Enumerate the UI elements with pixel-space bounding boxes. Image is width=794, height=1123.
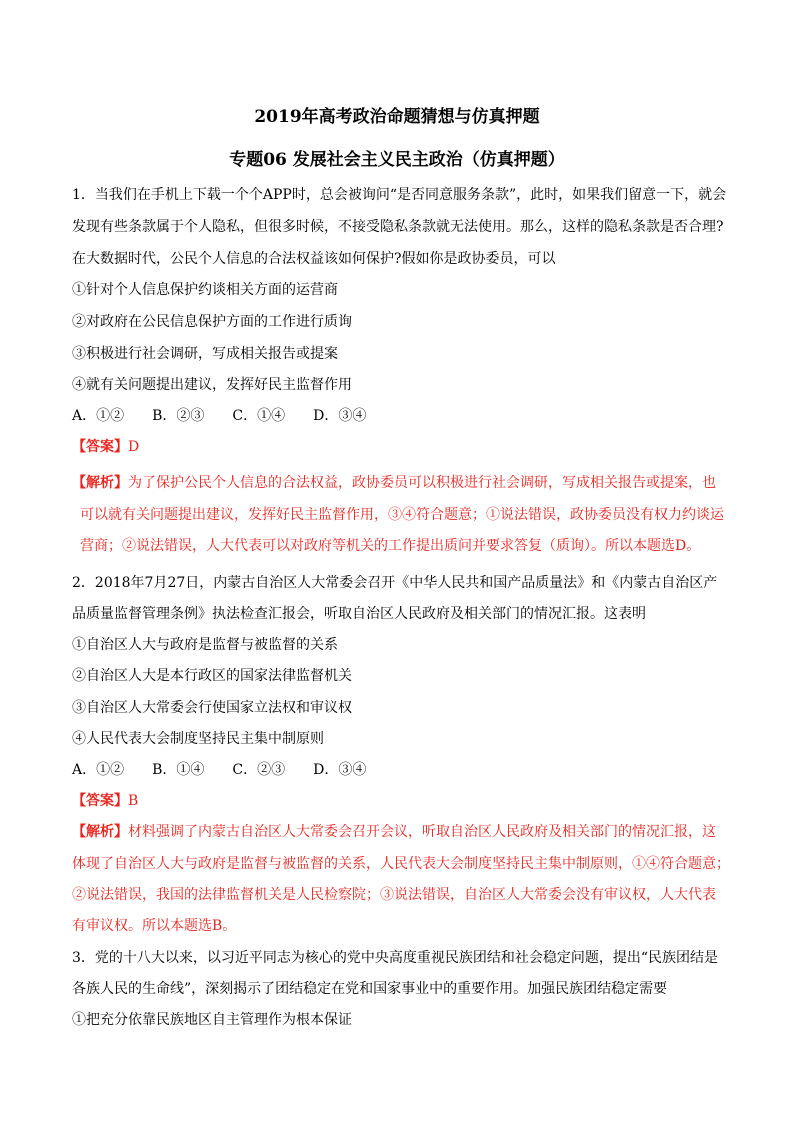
q2-stem-line: 品质量监督管理条例》执法检查汇报会，听取自治区人民政府及相关部门的情况汇报。这表明	[72, 606, 646, 622]
q1-analysis-line: 可以就有关问题提出建议，发挥好民主监督作用，③④符合题意；①说法错误，政协委员没有权力约谈运	[80, 507, 724, 523]
q2-option: ④人民代表大会制度坚持民主集中制原则	[72, 731, 324, 747]
q3-option: ①把充分依靠民族地区自主管理作为根本保证	[72, 1012, 352, 1028]
q2-analysis-line	[72, 821, 716, 841]
q1-analysis-line: 营商；②说法错误，人大代表可以对政府等机关的工作提出质问并要求答复（质询）。所以本题选D。	[80, 538, 701, 554]
q1-option: ②对政府在公民信息保护方面的工作进行质询	[72, 314, 352, 330]
answer-label: 【答案】	[72, 439, 128, 455]
analysis-text: 为了保护公民个人信息的合法权益，政协委员可以积极进行社会调研，写成相关报告或提案，也	[128, 475, 716, 491]
q1-stem-line: 1．当我们在手机上下载一个个APP时，总会被询问“是否同意服务条款”，此时，如果我们留意一下，就会	[72, 187, 727, 203]
q1-answer	[72, 436, 139, 456]
answer-label: 【答案】	[72, 793, 128, 809]
q1-option: ③积极进行社会调研，写成相关报告或提案	[72, 346, 338, 362]
analysis-text: 材料强调了内蒙古自治区人大常委会召开会议，听取自治区人民政府及相关部门的情况汇报，这	[128, 824, 716, 840]
q2-stem-line: 2．2018年7月27日，内蒙古自治区人大常委会召开《中华人民共和国产品质量法》和《内蒙古自治区产	[72, 575, 718, 591]
q2-option: ①自治区人大与政府是监督与被监督的关系	[72, 637, 338, 653]
q2-option: ③自治区人大常委会行使国家立法权和审议权	[72, 700, 352, 716]
analysis-label: 【解析】	[72, 475, 128, 491]
q2-analysis-line: 体现了自治区人大与政府是监督与被监督的关系，人民代表大会制度坚持民主集中制原则，①④符合题意；	[72, 856, 730, 872]
document-subtitle: 专题06 发展社会主义民主政治（仿真押题）	[229, 150, 565, 170]
q2-answer	[72, 790, 138, 810]
q1-option: ④就有关问题提出建议，发挥好民主监督作用	[72, 377, 352, 393]
q2-analysis-line: 有审议权。所以本题选B。	[72, 918, 237, 934]
q1-analysis-line	[72, 472, 716, 492]
q1-choices: A．①② B．②③ C．①④ D．③④	[72, 408, 367, 424]
q1-stem-line: 在大数据时代，公民个人信息的合法权益该如何保护?假如你是政协委员，可以	[72, 251, 556, 267]
q1-stem-line: 发现有些条款属于个人隐私，但很多时候，不接受隐私条款就无法使用。那么，这样的隐私条款是否合理?	[72, 219, 724, 235]
q1-option: ①针对个人信息保护约谈相关方面的运营商	[72, 282, 338, 298]
q3-stem-line: 3．党的十八大以来，以习近平同志为核心的党中央高度重视民族团结和社会稳定问题，提出“民族团结是	[72, 950, 719, 966]
document-title: 2019年高考政治命题猜想与仿真押题	[254, 107, 540, 127]
q2-analysis-line: ②说法错误，我国的法律监督机关是人民检察院；③说法错误，自治区人大常委会没有审议权，人大代表	[72, 887, 716, 903]
answer-value: B	[128, 793, 139, 809]
q2-choices: A．①② B．①④ C．②③ D．③④	[72, 762, 367, 778]
answer-value: D	[128, 439, 140, 455]
q3-stem-line: 各族人民的生命线”，深刻揭示了团结稳定在党和国家事业中的重要作用。加强民族团结稳定需要	[72, 981, 668, 997]
analysis-label: 【解析】	[72, 824, 128, 840]
q2-option: ②自治区人大是本行政区的国家法律监督机关	[72, 668, 352, 684]
